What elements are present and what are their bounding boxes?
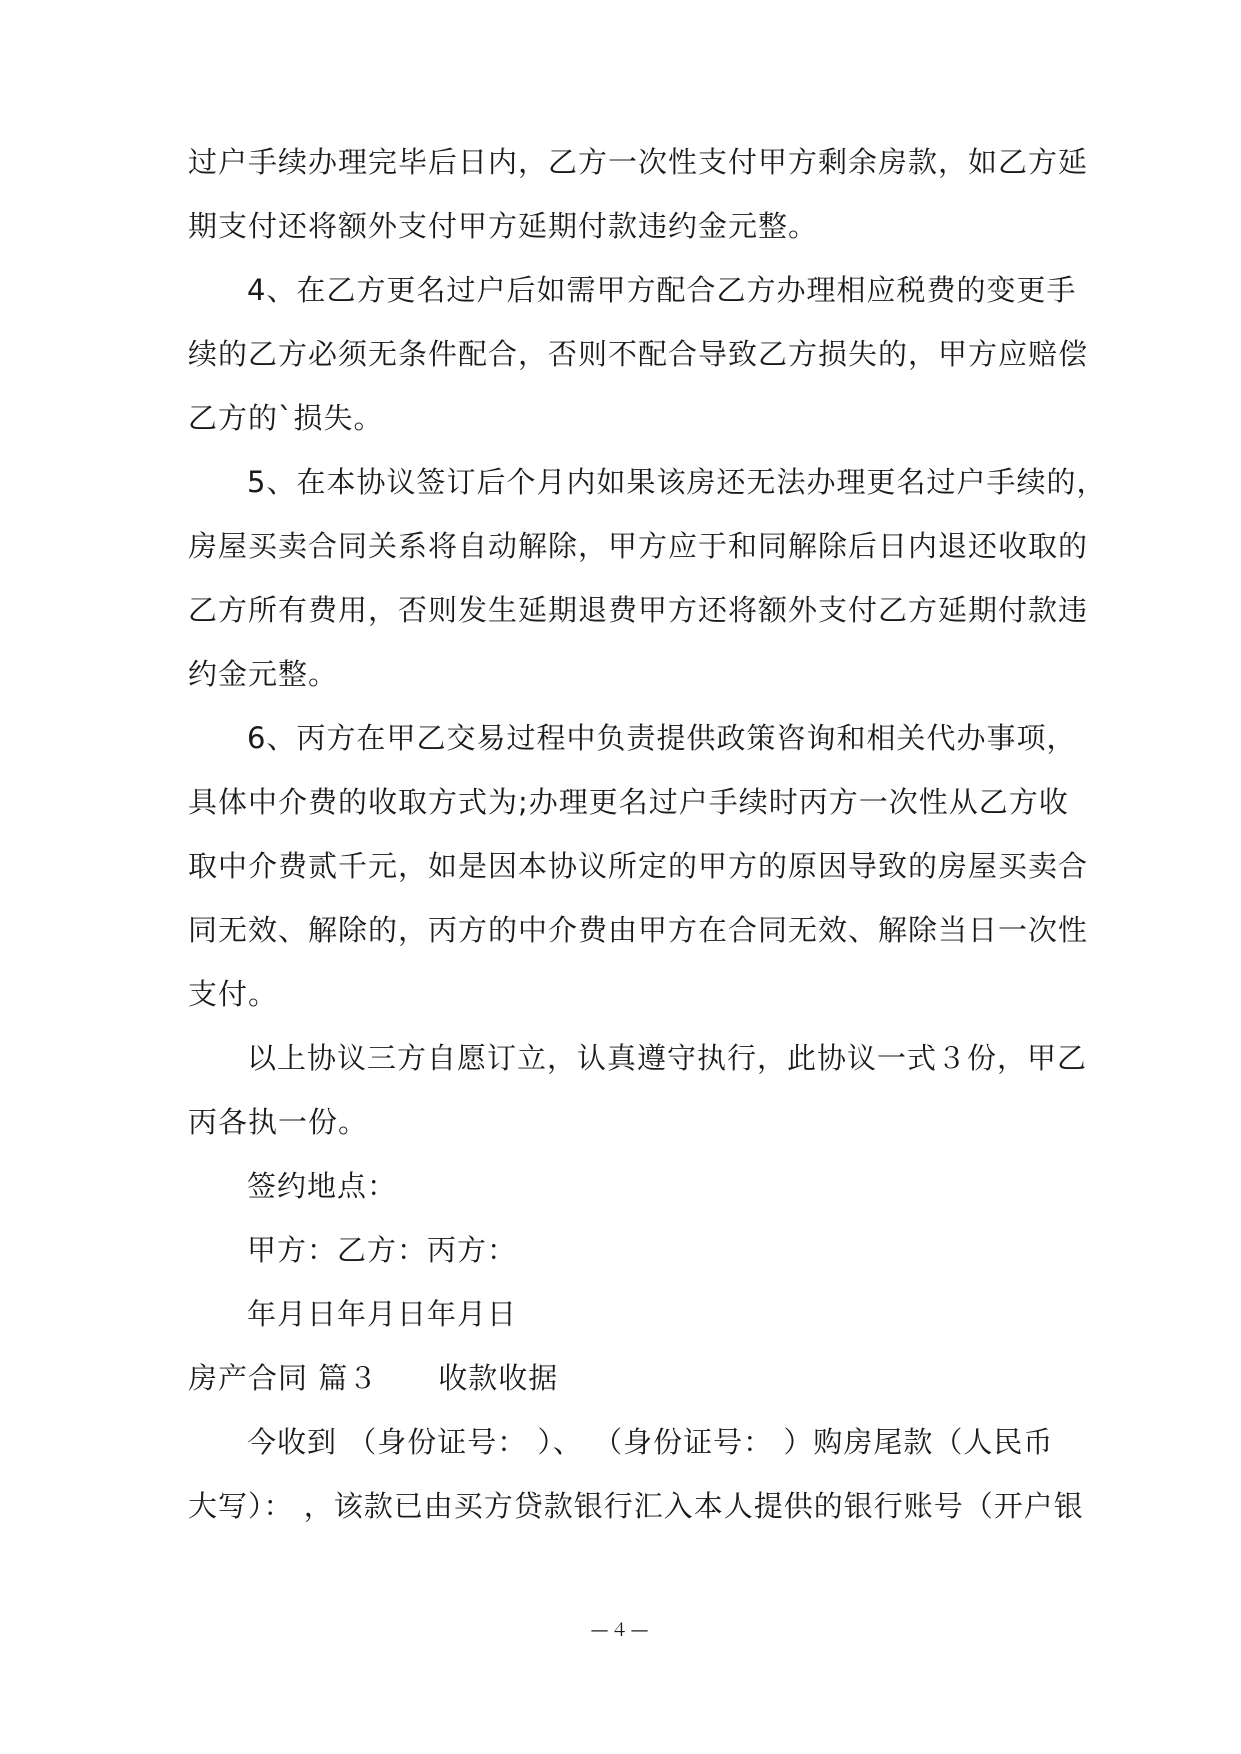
receipt-line: 大写）： ，该款已由买方贷款银行汇入本人提供的银行账号（开户银: [188, 1489, 1084, 1523]
paragraph-line: 乙方所有费用，否则发生延期退费甲方还将额外支付乙方延期付款违: [188, 593, 1089, 627]
paragraph-line: 同无效、解除的，丙方的中介费由甲方在合同无效、解除当日一次性: [188, 913, 1089, 947]
receipt-body: [188, 1410, 1084, 1538]
clause-6-line: 6、丙方在甲乙交易过程中负责提供政策咨询和相关代办事项，: [247, 721, 1077, 755]
paragraph-line: 支付。: [188, 977, 279, 1011]
clause-5-line: 5、在本协议签订后个月内如果该房还无法办理更名过户手续的，: [247, 465, 1107, 499]
agreement-line: 以上协议三方自愿订立，认真遵守执行，此协议一式３份，甲乙: [247, 1041, 1088, 1075]
paragraph-line: 房屋买卖合同关系将自动解除，甲方应于和同解除后日内退还收取的: [188, 529, 1089, 563]
paragraph-line: 续的乙方必须无条件配合，否则不配合导致乙方损失的，甲方应赔偿: [188, 337, 1089, 371]
paragraph-line: 过户手续办理完毕后日内，乙方一次性支付甲方剩余房款，如乙方延: [188, 145, 1089, 179]
signing-location: 签约地点：: [247, 1169, 398, 1203]
paragraph-line: 丙各执一份。: [188, 1105, 369, 1139]
contract-body: [188, 130, 1107, 1346]
paragraph-line: 期支付还将额外支付甲方延期付款违约金元整。: [188, 209, 819, 243]
section-title: 房产合同 篇３: [188, 1361, 379, 1395]
section-subtitle: 收款收据: [438, 1361, 559, 1395]
receipt-line: 今收到 （身份证号： ）、 （身份证号： ）购房尾款（人民币: [247, 1425, 1054, 1459]
parties-line: 甲方：乙方：丙方：: [247, 1233, 518, 1267]
section-heading: [188, 1346, 558, 1410]
paragraph-line: 乙方的`损失。: [188, 401, 384, 435]
paragraph-line: 约金元整。: [188, 657, 339, 691]
clause-4-line: 4、在乙方更名过户后如需甲方配合乙方办理相应税费的变更手: [247, 273, 1077, 307]
dates-line: 年月日年月日年月日: [247, 1297, 518, 1331]
page-number: —４—: [590, 1620, 651, 1641]
paragraph-line: 取中介费贰千元，如是因本协议所定的甲方的原因导致的房屋买卖合: [188, 849, 1089, 883]
paragraph-line: 具体中介费的收取方式为;办理更名过户手续时丙方一次性从乙方收: [188, 785, 1069, 819]
